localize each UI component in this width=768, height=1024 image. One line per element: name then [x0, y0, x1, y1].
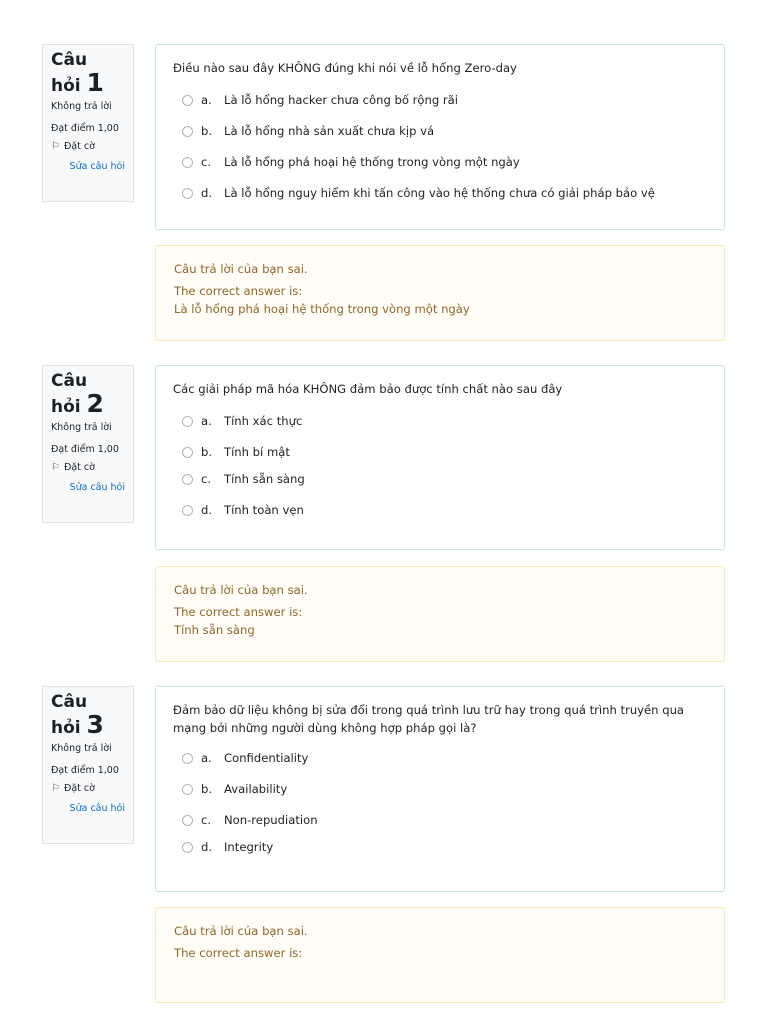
question-label-cau: Câu [51, 371, 88, 391]
answer-text: Tính toàn vẹn [224, 503, 304, 517]
radio-button[interactable] [182, 157, 193, 168]
question-status: Không trả lời [51, 101, 112, 112]
question-number: 2 [86, 389, 104, 418]
answer-option-d[interactable] [173, 838, 707, 856]
radio-button[interactable] [182, 505, 193, 516]
answer-text: Tính xác thực [224, 414, 303, 428]
question-info [42, 44, 134, 202]
flag-label: Đặt cờ [63, 462, 95, 473]
question-text: Đảm bảo dữ liệu không bị sửa đổi trong quá trình lưu trữ hay trong quá trình truyền qua mạng bởi những người dùng không hợp pháp gọi là? [173, 703, 685, 735]
answer-letter: c. [201, 472, 212, 486]
answer-letter: b. [201, 124, 213, 138]
answer-letter: d. [201, 186, 213, 200]
answer-letter: a. [201, 751, 212, 765]
radio-button[interactable] [182, 188, 193, 199]
answer-letter: a. [201, 414, 212, 428]
answer-option-a[interactable] [173, 749, 707, 767]
question-grade: Đạt điểm 1,00 [51, 123, 119, 134]
radio-button[interactable] [182, 416, 193, 427]
feedback-incorrect: Câu trả lời của bạn sai. [174, 924, 308, 938]
question-info [42, 365, 134, 523]
answer-text: Là lỗ hổng nguy hiểm khi tấn công vào hệ thống chưa có giải pháp bảo vệ [224, 186, 655, 200]
answer-letter: c. [201, 813, 212, 827]
question-formulation [155, 365, 725, 550]
feedback-correct-answer: Là lỗ hổng phá hoại hệ thống trong vòng một ngày [174, 302, 470, 316]
feedback-incorrect: Câu trả lời của bạn sai. [174, 262, 308, 276]
feedback-correct-answer: Tính sẵn sàng [174, 623, 255, 637]
feedback-correct-intro: The correct answer is: [174, 605, 303, 619]
question-status: Không trả lời [51, 743, 112, 754]
answer-text: Là lỗ hổng nhà sản xuất chưa kịp vá [224, 124, 435, 138]
answer-text: Là lỗ hổng hacker chưa công bố rộng rãi [224, 93, 458, 107]
answer-letter: b. [201, 445, 213, 459]
question-text: Điều nào sau đây KHÔNG đúng khi nói về lỗ hổng Zero-day [173, 61, 517, 75]
answer-option-d[interactable] [173, 184, 707, 202]
answer-letter: b. [201, 782, 213, 796]
flag-label: Đặt cờ [63, 141, 95, 152]
edit-question-link[interactable]: Sửa câu hỏi [69, 803, 125, 814]
answer-list [173, 412, 707, 519]
flag-question-button[interactable] [51, 141, 125, 153]
answer-text: Tính bí mật [224, 445, 290, 459]
feedback-box [155, 566, 725, 662]
question-grade: Đạt điểm 1,00 [51, 765, 119, 776]
radio-button[interactable] [182, 95, 193, 106]
question-info [42, 686, 134, 844]
question-label-hoi: hỏi [51, 76, 81, 96]
edit-question-link[interactable]: Sửa câu hỏi [69, 482, 125, 493]
radio-button[interactable] [182, 126, 193, 137]
answer-list [173, 749, 707, 856]
answer-text: Non-repudiation [224, 813, 318, 827]
answer-text: Confidentiality [224, 751, 309, 765]
answer-letter: d. [201, 840, 213, 854]
feedback-correct-intro: The correct answer is: [174, 284, 303, 298]
answer-option-d[interactable] [173, 501, 707, 519]
question-label-hoi: hỏi [51, 397, 81, 417]
answer-option-b[interactable] [173, 122, 707, 140]
radio-button[interactable] [182, 842, 193, 853]
answer-option-b[interactable] [173, 780, 707, 798]
flag-question-button[interactable] [51, 783, 125, 795]
answer-option-c[interactable] [173, 153, 707, 171]
answer-option-c[interactable] [173, 470, 707, 488]
flag-icon: ⚐ [51, 462, 60, 473]
question-grade: Đạt điểm 1,00 [51, 444, 119, 455]
answer-list [173, 91, 707, 202]
answer-letter: a. [201, 93, 212, 107]
flag-icon: ⚐ [51, 783, 60, 794]
flag-icon: ⚐ [51, 141, 60, 152]
feedback-incorrect: Câu trả lời của bạn sai. [174, 583, 308, 597]
answer-text: Availability [224, 782, 288, 796]
answer-text: Integrity [224, 840, 274, 854]
question-label-cau: Câu [51, 692, 88, 712]
answer-letter: c. [201, 155, 212, 169]
flag-label: Đặt cờ [63, 783, 95, 794]
radio-button[interactable] [182, 447, 193, 458]
answer-option-a[interactable] [173, 91, 707, 109]
radio-button[interactable] [182, 815, 193, 826]
radio-button[interactable] [182, 474, 193, 485]
answer-option-b[interactable] [173, 443, 707, 461]
answer-text: Là lỗ hổng phá hoại hệ thống trong vòng một ngày [224, 155, 520, 169]
question-formulation [155, 686, 725, 892]
radio-button[interactable] [182, 753, 193, 764]
feedback-box [155, 245, 725, 341]
question-number: 3 [86, 710, 104, 739]
answer-option-a[interactable] [173, 412, 707, 430]
question-number: 1 [86, 68, 104, 97]
edit-question-link[interactable]: Sửa câu hỏi [69, 161, 125, 172]
question-formulation [155, 44, 725, 230]
answer-text: Tính sẵn sàng [224, 472, 305, 486]
feedback-box [155, 907, 725, 1003]
question-text: Các giải pháp mã hóa KHÔNG đảm bảo được tính chất nào sau đây [173, 382, 563, 396]
question-label-hoi: hỏi [51, 718, 81, 738]
question-status: Không trả lời [51, 422, 112, 433]
answer-letter: d. [201, 503, 213, 517]
question-label-cau: Câu [51, 50, 88, 70]
feedback-correct-intro: The correct answer is: [174, 946, 303, 960]
answer-option-c[interactable] [173, 811, 707, 829]
radio-button[interactable] [182, 784, 193, 795]
flag-question-button[interactable] [51, 462, 125, 474]
